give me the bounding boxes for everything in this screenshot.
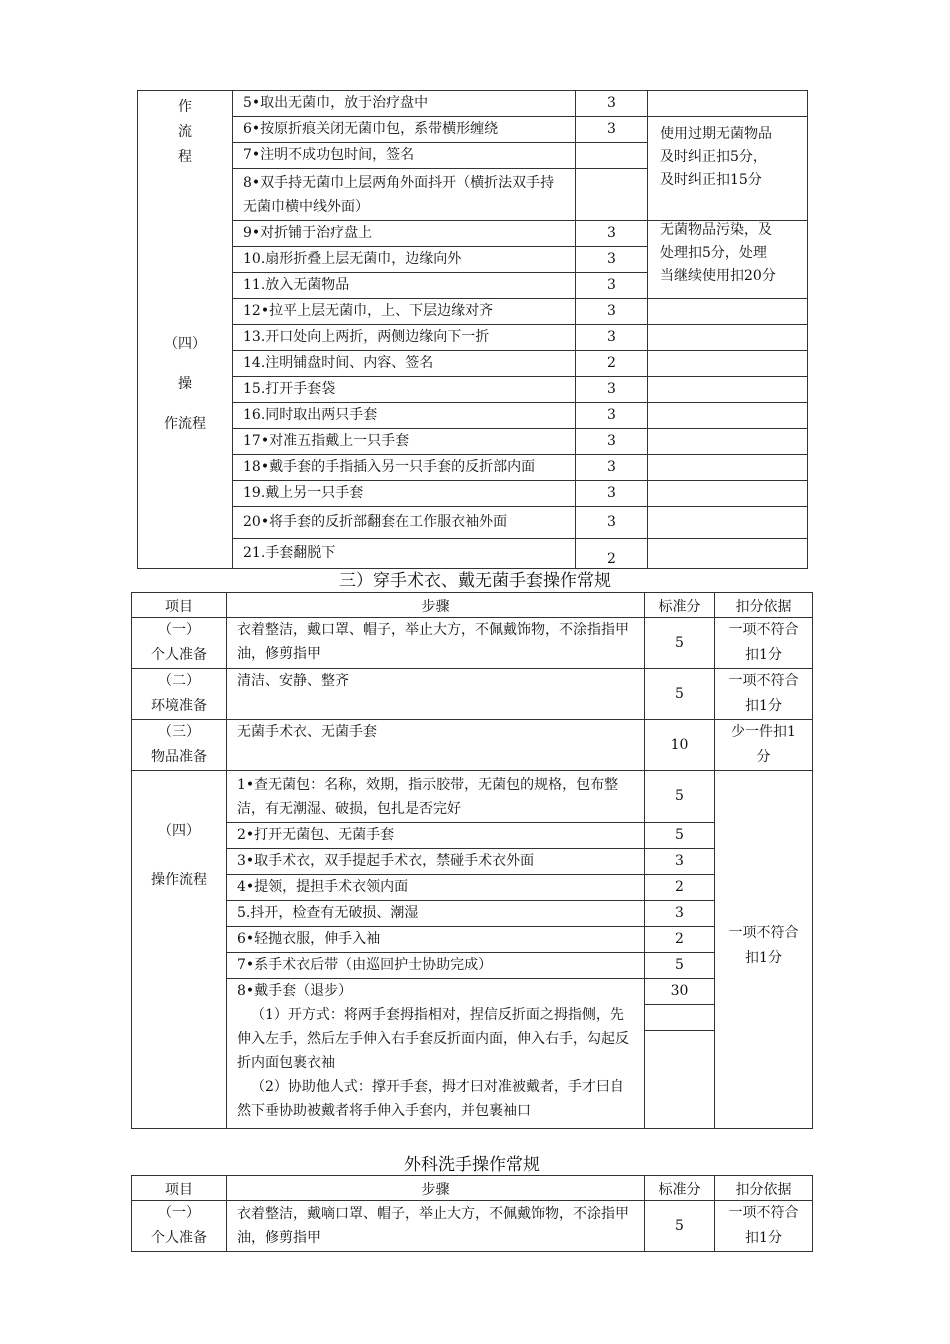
item-environment-prep: （二） 环境准备 — [132, 669, 227, 720]
score-cell — [576, 169, 648, 221]
header-basis: 扣分依据 — [715, 1176, 813, 1201]
score-cell: 3 — [576, 481, 648, 507]
score-cell: 3 — [576, 221, 648, 247]
basis-cell: 一项不符合 扣1分 — [715, 618, 813, 669]
step-cell: 10.扇形折叠上层无菌巾，边缘向外 — [233, 247, 576, 273]
section-title-handwash: 外科洗手操作常规 — [404, 1155, 540, 1175]
score-cell: 3 — [645, 901, 715, 927]
score-cell: 3 — [576, 507, 648, 539]
score-cell-blank — [645, 1005, 715, 1129]
basis-cell — [648, 481, 808, 507]
score-cell: 2 — [576, 351, 648, 377]
item-personal-prep: （一） 个人准备 — [132, 1201, 227, 1252]
step-cell: 17•对准五指戴上一只手套 — [233, 429, 576, 455]
basis-cell — [648, 325, 808, 351]
basis-cell — [648, 299, 808, 325]
step-cell: 衣着整洁，戴嘀口罩、帽子，举止大方，不佩戴饰物，不涂指甲油，修剪指甲 — [227, 1201, 645, 1252]
score-cell — [576, 143, 648, 169]
step-cell: 19.戴上另一只手套 — [233, 481, 576, 507]
score-cell: 2 — [645, 927, 715, 953]
deduction-note-contamination: 无菌物品污染，及 处理扣5分，处理 当继续使用扣20分 — [648, 221, 808, 299]
operation-table-continued — [137, 90, 808, 569]
item-supplies-prep: （三） 物品准备 — [132, 720, 227, 771]
score-cell: 3 — [576, 429, 648, 455]
step-cell: 6•按原折痕关闭无菌巾包，系带横形缠绕 — [233, 117, 576, 143]
score-cell: 10 — [645, 720, 715, 771]
score-cell: 5 — [645, 1201, 715, 1252]
category-cell-flow: 作 流 程 — [138, 91, 233, 221]
item-personal-prep: （一） 个人准备 — [132, 618, 227, 669]
score-cell: 5 — [645, 823, 715, 849]
header-step: 步骤 — [227, 593, 645, 618]
step-cell: 12•拉平上层无菌巾，上、下层边缘对齐 — [233, 299, 576, 325]
score-cell: 2 — [576, 539, 648, 569]
step-cell: 清洁、安静、整齐 — [227, 669, 645, 720]
header-basis: 扣分依据 — [715, 593, 813, 618]
step-cell: 1•查无菌包：名称，效期，指示胶带，无菌包的规格，包布整洁，有无潮湿、破损，包扎是否完好 — [227, 771, 645, 823]
section-title-gown: 三）穿手术衣、戴无菌手套操作常规 — [339, 571, 611, 591]
score-cell: 3 — [576, 455, 648, 481]
header-item: 项目 — [132, 1176, 227, 1201]
basis-cell — [648, 403, 808, 429]
basis-cell: 一项不符合 扣1分 — [715, 669, 813, 720]
basis-cell — [648, 351, 808, 377]
step-cell: 20•将手套的反折部翻套在工作服衣袖外面 — [233, 507, 576, 539]
basis-cell — [648, 377, 808, 403]
step-cell-glove: 8•戴手套（退步） （1）开方式：将两手套拇指相对，捏信反折面之拇指侧，先伸入左手，然后左手伸入右手套反折面内面，伸入右手，勾起反折内面包裹衣袖 （2）协助他人式：撑开手套，拇才曰对准被戴者，手才曰自然下垂协助被戴者将手伸入手套内，并包裹袖口 — [227, 979, 645, 1129]
header-item: 项目 — [132, 593, 227, 618]
header-step: 步骤 — [227, 1176, 645, 1201]
score-cell: 5 — [645, 669, 715, 720]
score-cell: 5 — [645, 618, 715, 669]
category-cell-operation: （四） 操 作流程 — [138, 221, 233, 569]
basis-cell — [648, 507, 808, 539]
gown-glove-table — [131, 592, 813, 1129]
step-cell: 11.放入无菌物品 — [233, 273, 576, 299]
basis-cell — [648, 91, 808, 117]
header-score: 标准分 — [645, 593, 715, 618]
step-cell: 8•双手持无菌巾上层两角外面抖开（横折法双手持无菌巾横中线外面） — [233, 169, 576, 221]
step-cell: 21.手套翻脱下 — [233, 539, 576, 569]
deduction-note-expired: 使用过期无菌物品 及时纠正扣5分， 及时纠正扣15分 — [648, 117, 808, 221]
basis-cell — [648, 455, 808, 481]
basis-cell — [648, 539, 808, 569]
step-cell: 5.抖开，检查有无破损、潮湿 — [227, 901, 645, 927]
score-cell: 3 — [576, 273, 648, 299]
basis-cell-operation: 一项不符合 扣1分 — [715, 771, 813, 1129]
score-cell: 3 — [576, 117, 648, 143]
step-cell: 7•系手术衣后带（由巡回护士协助完成） — [227, 953, 645, 979]
handwash-table — [131, 1175, 813, 1252]
step-cell: 3•取手术衣，双手提起手术衣，禁碰手术衣外面 — [227, 849, 645, 875]
score-cell: 3 — [576, 377, 648, 403]
step-cell: 6•轻抛衣服，伸手入袖 — [227, 927, 645, 953]
score-cell: 2 — [645, 875, 715, 901]
score-cell: 3 — [576, 299, 648, 325]
score-cell: 3 — [645, 849, 715, 875]
score-cell: 30 — [645, 979, 715, 1005]
score-cell: 3 — [576, 247, 648, 273]
step-cell: 15.打开手套袋 — [233, 377, 576, 403]
step-cell: 18•戴手套的手指插入另一只手套的反折部内面 — [233, 455, 576, 481]
step-cell: 14.注明铺盘时间、内容、签名 — [233, 351, 576, 377]
step-cell: 9•对折铺于治疗盘上 — [233, 221, 576, 247]
basis-cell: 少一件扣1 分 — [715, 720, 813, 771]
step-cell: 2•打开无菌包、无菌手套 — [227, 823, 645, 849]
step-cell: 16.同时取出两只手套 — [233, 403, 576, 429]
score-cell: 3 — [576, 91, 648, 117]
basis-cell: 一项不符合 扣1分 — [715, 1201, 813, 1252]
step-cell: 13.开口处向上两折，两侧边缘向下一折 — [233, 325, 576, 351]
header-score: 标准分 — [645, 1176, 715, 1201]
item-operation-flow: （四） 操作流程 — [132, 771, 227, 1129]
score-cell: 5 — [645, 771, 715, 823]
score-cell: 3 — [576, 403, 648, 429]
step-cell: 4•提领，提担手术衣领内面 — [227, 875, 645, 901]
step-cell: 无菌手术衣、无菌手套 — [227, 720, 645, 771]
step-cell: 衣着整洁，戴口罩、帽子，举止大方，不佩戴饰物，不涂指指甲油，修剪指甲 — [227, 618, 645, 669]
basis-cell — [648, 429, 808, 455]
step-cell: 5•取出无菌巾，放于治疗盘中 — [233, 91, 576, 117]
step-cell: 7•注明不成功包时间，签名 — [233, 143, 576, 169]
score-cell: 5 — [645, 953, 715, 979]
score-cell: 3 — [576, 325, 648, 351]
